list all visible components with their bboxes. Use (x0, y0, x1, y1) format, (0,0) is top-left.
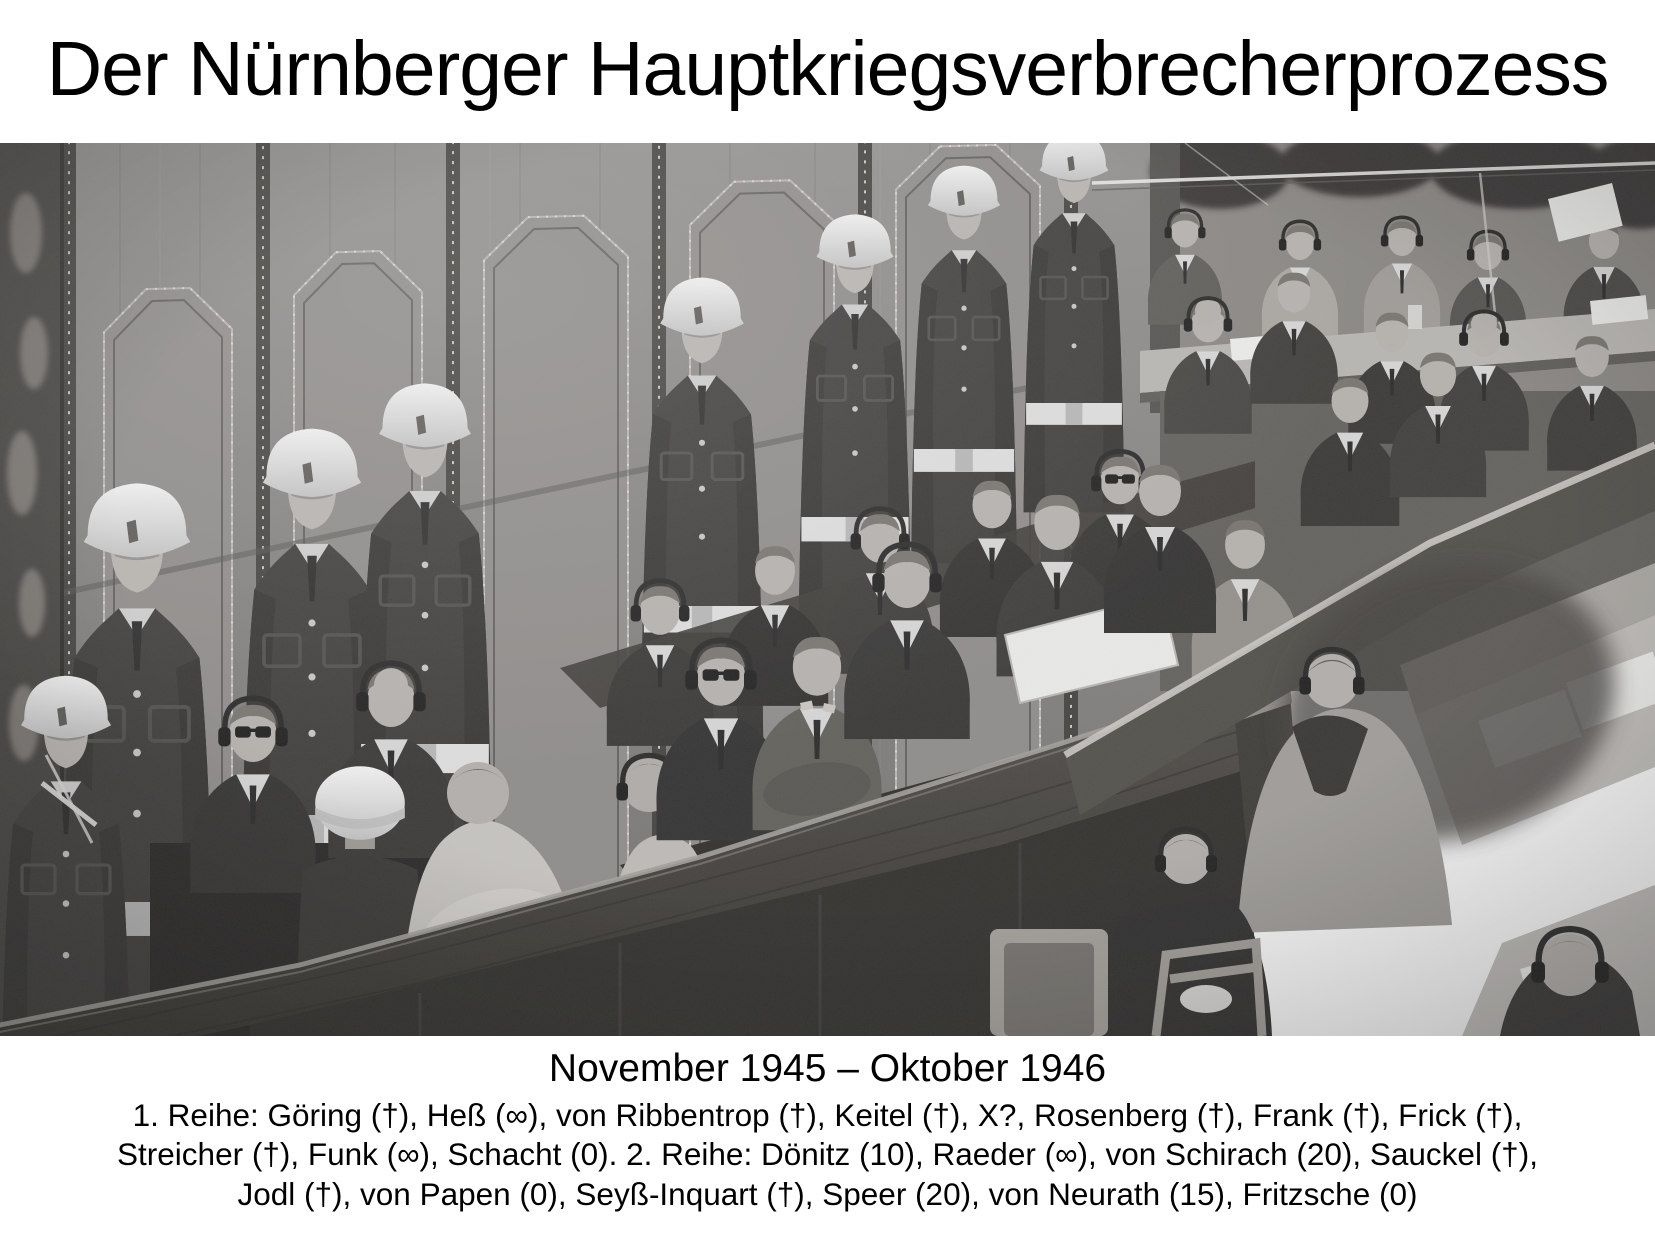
courtroom-photo (0, 143, 1655, 1036)
page-title: Der Nürnberger Hauptkriegsverbrecherprozess (46, 26, 1609, 112)
caption-line-2: Streicher (†), Funk (∞), Schacht (0). 2. Reihe: Dönitz (10), Raeder (∞), von Schirach (20), Sauckel (†), (117, 1136, 1538, 1173)
caption-line-1: 1. Reihe: Göring (†), Heß (∞), von Ribbentrop (†), Keitel (†), X?, Rosenberg (†), Frank (†), Frick (†), (132, 1096, 1523, 1133)
caption (0, 1046, 1655, 1214)
caption-date-range: November 1945 – Oktober 1946 (548, 1047, 1107, 1090)
courtroom-photo-graphic (0, 143, 1655, 1036)
caption-line-3: Jodl (†), von Papen (0), Seyß-Inquart (†), Speer (20), von Neurath (15), Fritzsche (0) (237, 1175, 1418, 1212)
